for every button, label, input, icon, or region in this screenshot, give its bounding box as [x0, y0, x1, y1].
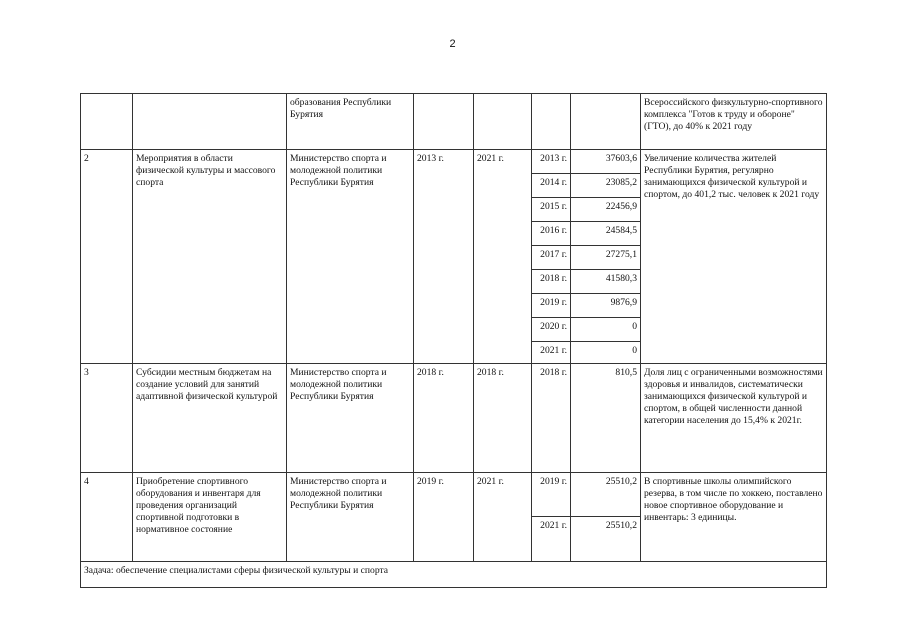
fund-year: 2018 г. — [532, 364, 571, 473]
target-indicator: Доля лиц с ограниченными возможностями здоровья и инвалидов, систематически занимающихся физической культурой и спортом, в общей численности данной категории населения до 15,4% к 2021г. — [641, 364, 827, 473]
fund-amount: 24584,5 — [571, 222, 641, 246]
task-text: Задача: обеспечение специалистами сферы физической культуры и спорта — [81, 562, 827, 588]
page-number: 2 — [449, 38, 456, 50]
cell-name — [133, 94, 287, 150]
fund-amount: 25510,2 — [571, 517, 641, 562]
executor: Министерство спорта и молодежной политики Республики Бурятия — [287, 364, 414, 473]
fund-year: 2019 г. — [532, 473, 571, 517]
fund-year: 2020 г. — [532, 318, 571, 342]
target-indicator: Увеличение количества жителей Республики Бурятия, регулярно занимающихся физической культурой и спортом, до 401,2 тыс. человек к 2021 году — [641, 150, 827, 364]
end-year: 2021 г. — [474, 150, 532, 364]
start-year: 2018 г. — [414, 364, 474, 473]
fund-year: 2016 г. — [532, 222, 571, 246]
start-year: 2013 г. — [414, 150, 474, 364]
fund-year: 2019 г. — [532, 294, 571, 318]
fund-year: 2021 г. — [532, 517, 571, 562]
program-table — [80, 93, 827, 588]
cell-executor: образования Республики Бурятия — [287, 94, 414, 150]
table-row — [81, 473, 827, 517]
fund-amount: 23085,2 — [571, 174, 641, 198]
measure-name: Мероприятия в области физической культуры и массового спорта — [133, 150, 287, 364]
fund-year: 2017 г. — [532, 246, 571, 270]
fund-amount: 810,5 — [571, 364, 641, 473]
fund-amount: 27275,1 — [571, 246, 641, 270]
continuation-row — [81, 94, 827, 150]
end-year: 2021 г. — [474, 473, 532, 562]
fund-amount: 22456,9 — [571, 198, 641, 222]
executor: Министерство спорта и молодежной политики Республики Бурятия — [287, 473, 414, 562]
cell-end — [474, 94, 532, 150]
fund-amount: 9876,9 — [571, 294, 641, 318]
end-year: 2018 г. — [474, 364, 532, 473]
fund-year: 2013 г. — [532, 150, 571, 174]
measure-name: Субсидии местным бюджетам на создание условий для занятий адаптивной физической культурой — [133, 364, 287, 473]
fund-year: 2014 г. — [532, 174, 571, 198]
cell-start — [414, 94, 474, 150]
fund-year: 2015 г. — [532, 198, 571, 222]
start-year: 2019 г. — [414, 473, 474, 562]
fund-amount: 41580,3 — [571, 270, 641, 294]
row-number: 4 — [81, 473, 133, 562]
fund-amount: 0 — [571, 342, 641, 364]
table-row — [81, 364, 827, 473]
cell-num — [81, 94, 133, 150]
cell-indicator: Всероссийского физкультурно-спортивного комплекса "Готов к труду и обороне" (ГТО), до 40% к 2021 году — [641, 94, 827, 150]
row-number: 3 — [81, 364, 133, 473]
fund-year: 2021 г. — [532, 342, 571, 364]
fund-amount: 37603,6 — [571, 150, 641, 174]
fund-amount: 0 — [571, 318, 641, 342]
table-row — [81, 150, 827, 174]
target-indicator: В спортивные школы олимпийского резерва, в том числе по хоккею, поставлено новое спортивное оборудование и инвентарь: 3 единицы. — [641, 473, 827, 562]
fund-amount: 25510,2 — [571, 473, 641, 517]
measure-name: Приобретение спортивного оборудования и инвентаря для проведения организаций спортивной подготовки в нормативное состояние — [133, 473, 287, 562]
cell-amount — [571, 94, 641, 150]
task-row — [81, 562, 827, 588]
row-number: 2 — [81, 150, 133, 364]
cell-year — [532, 94, 571, 150]
fund-year: 2018 г. — [532, 270, 571, 294]
executor: Министерство спорта и молодежной политики Республики Бурятия — [287, 150, 414, 364]
